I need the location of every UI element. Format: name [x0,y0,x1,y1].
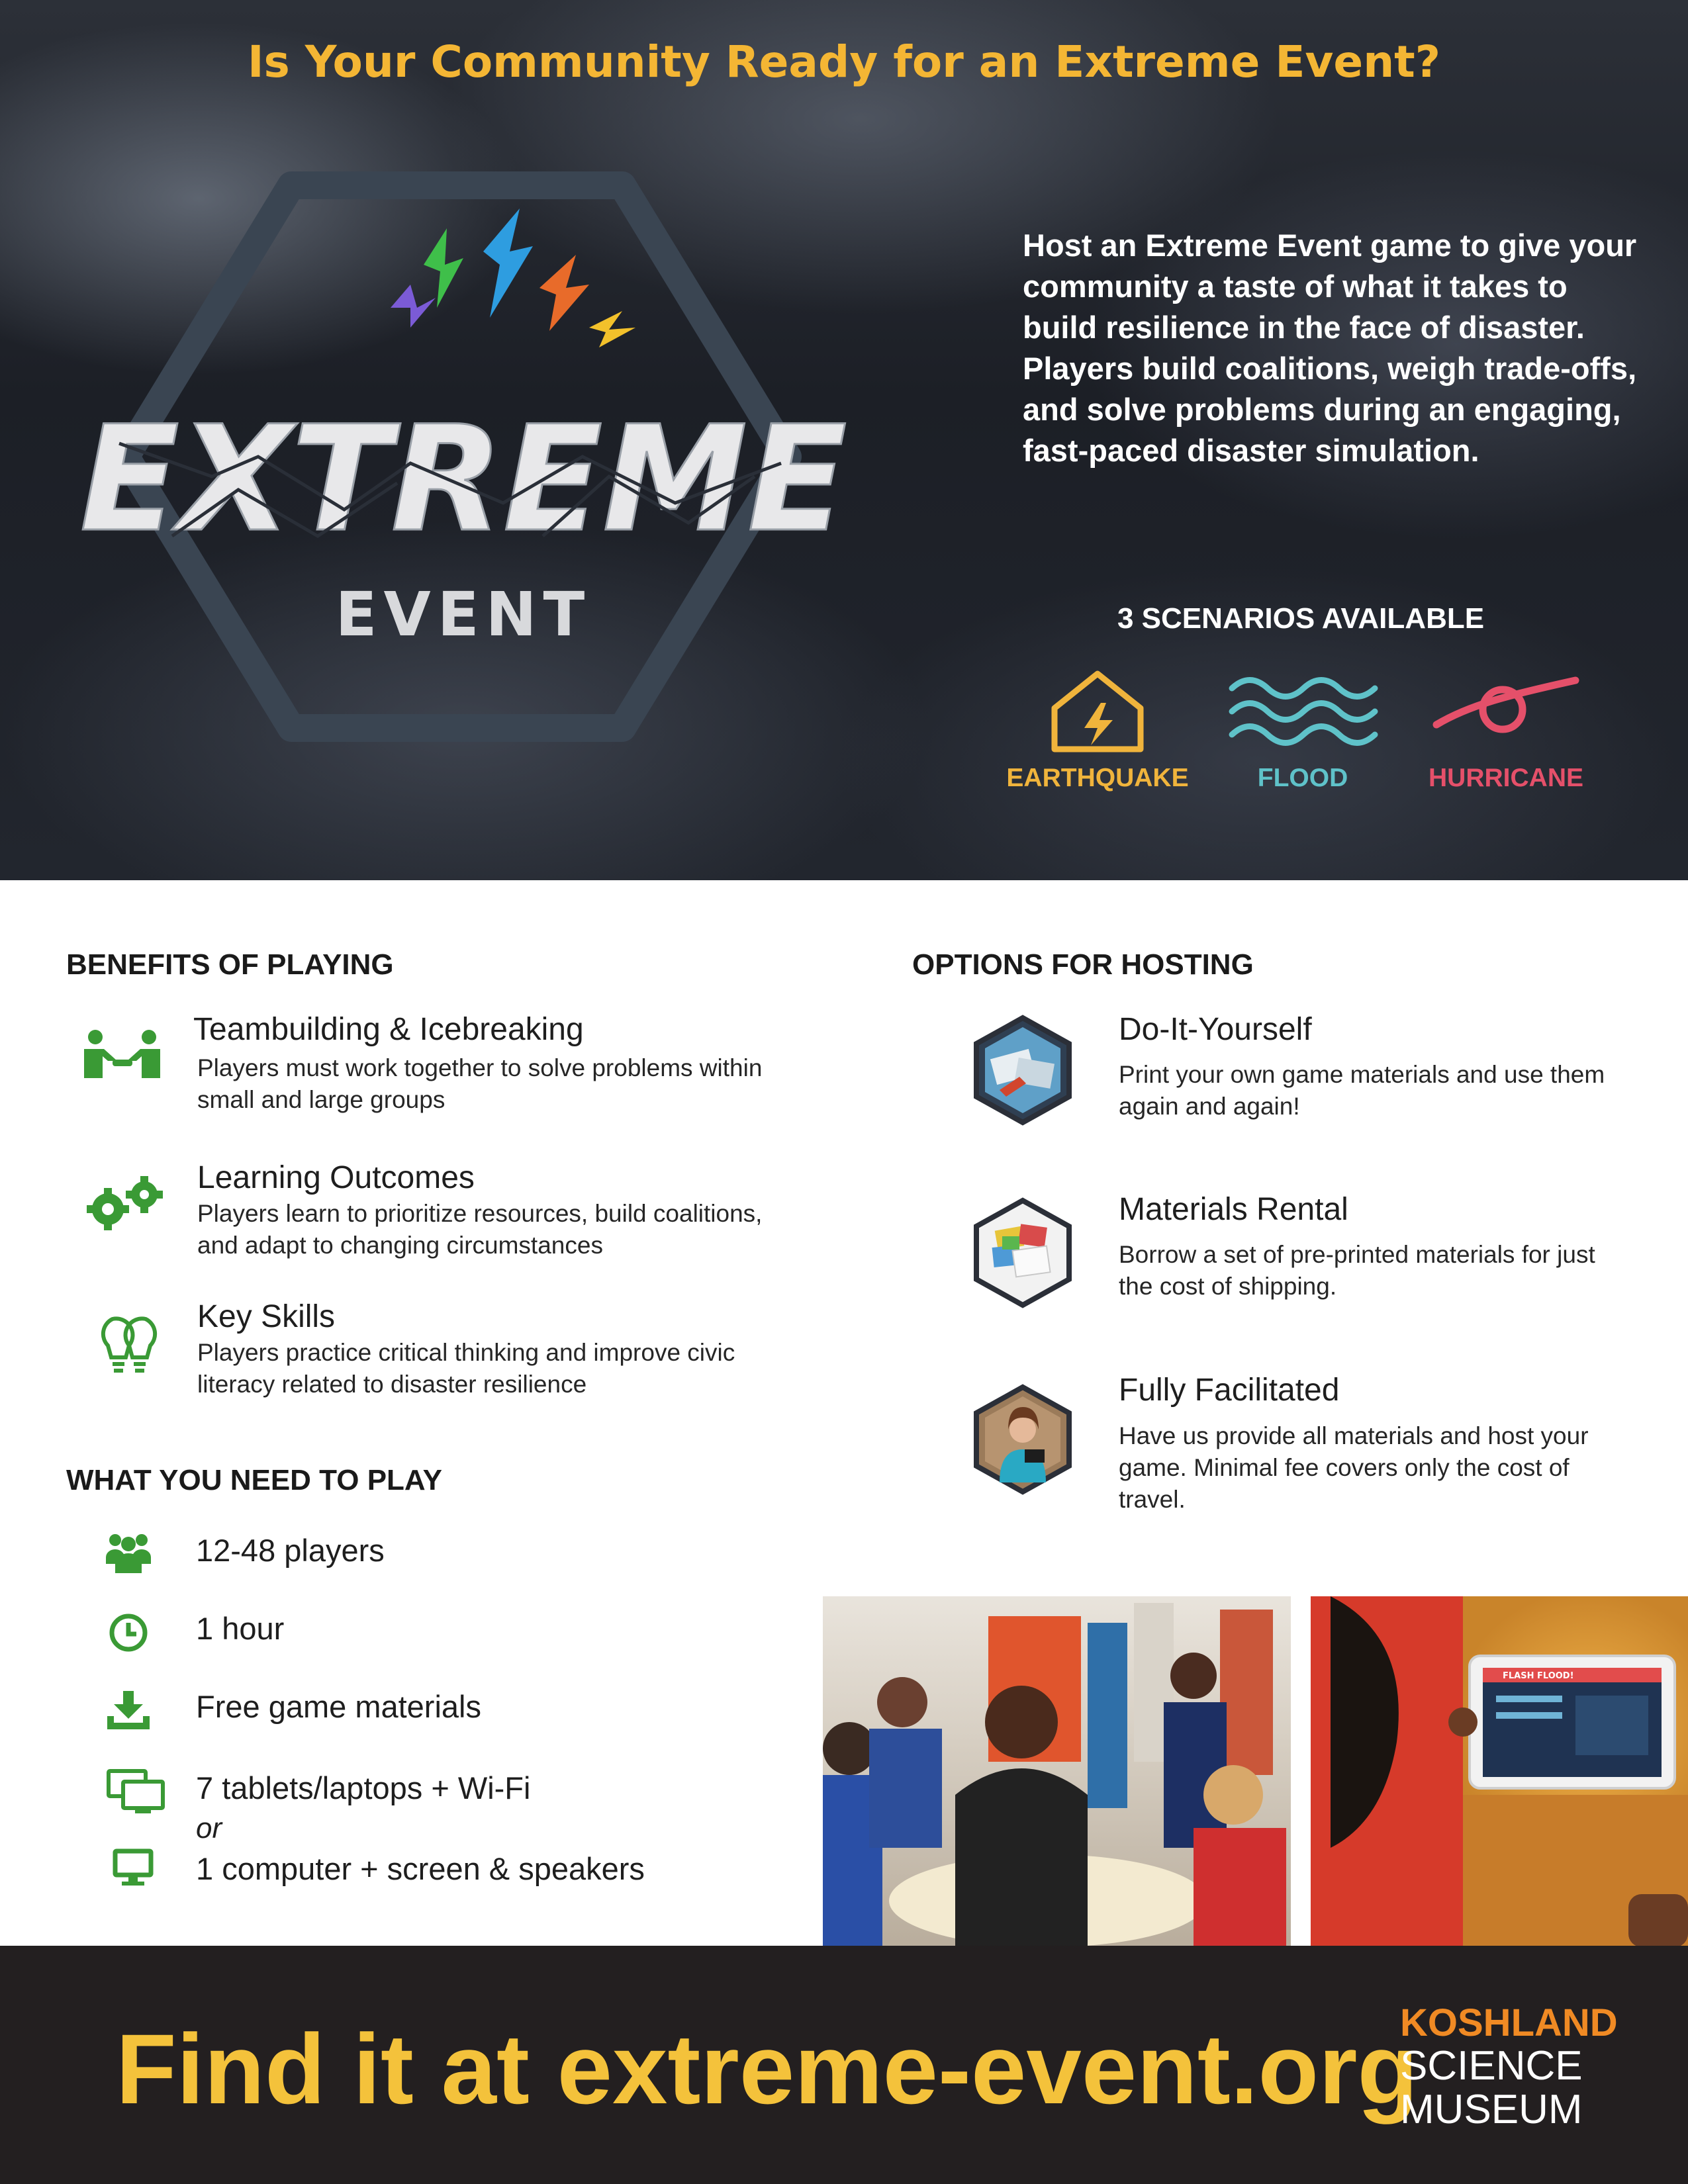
benefit-desc: Players practice critical thinking and improve civic literacy related to disaster resilience [197,1339,735,1398]
need-item: 7 tablets/laptops + Wi-Fi [196,1770,531,1805]
scenario-earthquake [998,668,1197,793]
or-separator: or [196,1812,222,1844]
tablet-gameplay-photo [1311,1596,1688,1947]
hosting-desc: Borrow a set of pre-printed materials for just the cost of shipping. [1119,1241,1595,1300]
hosting-desc: Print your own game materials and use them again and again! [1119,1061,1605,1120]
logo-subtitle: EVENT [335,579,592,650]
lightbulbs-icon [93,1314,165,1379]
scenarios-heading: 3 SCENARIOS AVAILABLE [1117,602,1485,635]
orange-bolt-icon [539,255,589,331]
players-group-photo [823,1596,1291,1947]
tablet-screen-title: FLASH FLOOD! [1503,1671,1574,1681]
scenario-label: HURRICANE [1429,764,1583,792]
benefits-heading: BENEFITS OF PLAYING [66,948,394,981]
hosting-title: Materials Rental [1119,1192,1348,1227]
koshland-museum-logo [1400,2001,1618,2132]
earthquake-house-icon [1048,668,1147,754]
flood-waves-icon [1227,668,1379,754]
museum-name-line1: KOSHLAND [1400,2001,1618,2044]
people-icon [106,1531,151,1573]
hosting-title: Do-It-Yourself [1119,1012,1312,1047]
scenario-label: FLOOD [1257,764,1348,792]
need-item: 1 hour [196,1611,285,1646]
rental-cards-photo [966,1197,1079,1309]
need-item: 1 computer + screen & speakers [196,1851,645,1886]
download-icon [106,1690,151,1731]
need-item: 12-48 players [196,1533,385,1568]
extreme-event-logo [40,165,966,827]
need-item: Free game materials [196,1689,481,1724]
benefit-title: Key Skills [197,1299,336,1334]
hosting-heading: OPTIONS FOR HOSTING [912,948,1254,981]
logo-wordmark: EXTREME [79,394,847,564]
hurricane-icon [1430,668,1582,754]
diy-materials-photo [966,1014,1079,1126]
benefit-desc: Players must work together to solve problems within small and large groups [197,1054,763,1113]
facilitator-photo [966,1383,1079,1496]
museum-name-line3: MUSEUM [1400,2087,1583,2132]
museum-name-line2: SCIENCE [1400,2043,1583,2089]
page-headline: Is Your Community Ready for an Extreme Event? [247,36,1441,87]
devices-icon [106,1768,167,1816]
hero-description: Host an Extreme Event game to give your community a taste of what it takes to build resilience in the face of disaster. Players build coalitions, weigh trade-offs, and solve problems during an engaging, fast-paced disaster simulation. [1023,228,1637,468]
scenario-flood [1203,668,1402,793]
hosting-desc: Have us provide all materials and host your game. Minimal fee covers only the cost of travel. [1119,1422,1589,1513]
scenario-label: EARTHQUAKE [1006,764,1189,792]
clock-icon [109,1613,148,1653]
handshake-icon [81,1028,164,1081]
scenario-hurricane [1407,668,1605,793]
yellow-bolt-icon [589,311,635,347]
gears-icon [85,1175,167,1234]
blue-bolt-icon [483,208,533,318]
needs-heading: WHAT YOU NEED TO PLAY [66,1464,443,1496]
benefit-title: Teambuilding & Icebreaking [193,1012,584,1047]
website-cta[interactable]: Find it at extreme-event.org [116,2013,1419,2124]
hosting-title: Fully Facilitated [1119,1373,1340,1408]
hero-banner [0,0,1688,880]
benefit-title: Learning Outcomes [197,1160,475,1195]
purple-bolt-icon [391,285,436,328]
monitor-icon [113,1848,154,1887]
benefit-desc: Players learn to prioritize resources, build coalitions, and adapt to changing circumstances [197,1200,763,1259]
green-bolt-icon [424,228,463,308]
